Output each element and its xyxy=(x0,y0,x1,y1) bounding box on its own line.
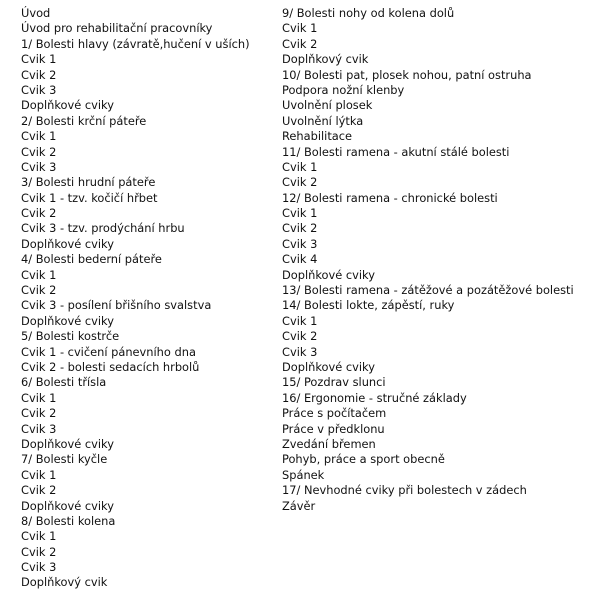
toc-entry[interactable]: 13/ Bolesti ramena - zátěžové a pozátěžové bolesti xyxy=(282,283,574,298)
toc-entry[interactable]: Práce s počítačem xyxy=(282,406,387,421)
toc-entry[interactable]: 10/ Bolesti pat, plosek nohou, patní ostruha xyxy=(282,67,532,82)
toc-entry[interactable]: Práce v předklonu xyxy=(282,421,385,436)
toc-entry[interactable]: Cvik 2 xyxy=(21,67,57,82)
toc-entry[interactable]: Cvik 2 xyxy=(21,144,57,159)
toc-entry[interactable]: 11/ Bolesti ramena - akutní stálé bolesti xyxy=(282,144,510,159)
toc-entry[interactable]: Cvik 2 xyxy=(282,36,318,51)
toc-entry[interactable]: Cvik 2 xyxy=(282,221,318,236)
toc-entry[interactable]: Cvik 1 xyxy=(21,267,57,282)
toc-entry[interactable]: 16/ Ergonomie - stručné základy xyxy=(282,390,467,405)
toc-entry[interactable]: Doplňkové cviky xyxy=(282,267,375,282)
toc-entry[interactable]: Cvik 2 xyxy=(21,483,57,498)
toc-entry[interactable]: Cvik 3 xyxy=(282,344,318,359)
toc-entry[interactable]: 12/ Bolesti ramena - chronické bolesti xyxy=(282,190,498,205)
toc-entry[interactable]: 8/ Bolesti kolena xyxy=(21,513,116,528)
toc-entry[interactable]: 14/ Bolesti lokte, zápěstí, ruky xyxy=(282,298,455,313)
toc-entry[interactable]: Úvod xyxy=(21,6,51,20)
toc-left-column xyxy=(21,6,283,591)
toc-entry[interactable]: Úvod pro rehabilitační pracovníky xyxy=(21,21,213,36)
toc-entry[interactable]: Doplňkové cviky xyxy=(21,236,114,251)
toc-entry[interactable]: Cvik 2 xyxy=(282,329,318,344)
toc-entry[interactable]: Cvik 2 xyxy=(282,175,318,190)
toc-entry[interactable]: 17/ Nevhodné cviky při bolestech v zádech xyxy=(282,483,527,498)
toc-entry[interactable]: Cvik 2 xyxy=(21,406,57,421)
toc-entry[interactable]: Cvik 2 xyxy=(21,544,57,559)
toc-entry[interactable]: Cvik 4 xyxy=(282,252,318,267)
toc-entry[interactable]: 4/ Bolesti bederní páteře xyxy=(21,252,162,267)
toc-entry[interactable]: Cvik 2 xyxy=(21,283,57,298)
toc-entry[interactable]: Cvik 2 xyxy=(21,206,57,221)
toc-entry[interactable]: Cvik 1 - cvičení pánevního dna xyxy=(21,344,196,359)
toc-entry[interactable]: Cvik 2 - bolesti sedacích hrbolů xyxy=(21,359,200,374)
toc-entry[interactable]: Cvik 1 xyxy=(282,206,318,221)
toc-entry[interactable]: 2/ Bolesti krční páteře xyxy=(21,113,147,128)
toc-entry[interactable]: Cvik 1 xyxy=(282,21,318,36)
toc-entry[interactable]: Cvik 1 - tzv. kočičí hřbet xyxy=(21,190,158,205)
toc-entry[interactable]: Cvik 1 xyxy=(21,390,57,405)
toc-entry[interactable]: Cvik 3 xyxy=(21,560,57,575)
toc-entry[interactable]: Spánek xyxy=(282,467,325,482)
toc-right-column xyxy=(282,6,594,514)
toc-entry[interactable]: 6/ Bolesti třísla xyxy=(21,375,107,390)
toc-entry[interactable]: Doplňkový cvik xyxy=(21,575,108,590)
toc-entry[interactable]: Cvik 3 - tzv. prodýchání hrbu xyxy=(21,221,185,236)
toc-entry[interactable]: Doplňkové cviky xyxy=(21,436,114,451)
toc-entry[interactable]: Pohyb, práce a sport obecně xyxy=(282,452,445,467)
toc-entry[interactable]: Uvolnění lýtka xyxy=(282,113,364,128)
toc-entry[interactable]: Cvik 1 xyxy=(21,52,57,67)
toc-entry[interactable]: Doplňkové cviky xyxy=(21,498,114,513)
toc-entry[interactable]: 1/ Bolesti hlavy (závratě,hučení v uších) xyxy=(21,36,250,51)
toc-entry[interactable]: Cvik 3 xyxy=(21,159,57,174)
toc-entry[interactable]: 5/ Bolesti kostrče xyxy=(21,329,120,344)
toc-entry[interactable]: Cvik 3 - posílení břišního svalstva xyxy=(21,298,212,313)
toc-entry[interactable]: Doplňkový cvik xyxy=(282,52,369,67)
toc-entry[interactable]: Rehabilitace xyxy=(282,129,353,144)
toc-entry[interactable]: 3/ Bolesti hrudní páteře xyxy=(21,175,156,190)
toc-entry[interactable]: Cvik 1 xyxy=(282,313,318,328)
toc-entry[interactable]: Cvik 3 xyxy=(21,82,57,97)
toc-entry[interactable]: 9/ Bolesti nohy od kolena dolů xyxy=(282,6,455,20)
toc-entry[interactable]: Doplňkové cviky xyxy=(21,313,114,328)
toc-entry[interactable]: Cvik 3 xyxy=(282,236,318,251)
toc-entry[interactable]: 15/ Pozdrav slunci xyxy=(282,375,386,390)
toc-entry[interactable]: Cvik 3 xyxy=(21,421,57,436)
toc-entry[interactable]: Podpora nožní klenby xyxy=(282,82,405,97)
toc-entry[interactable]: Zvedání břemen xyxy=(282,436,376,451)
toc-entry[interactable]: Doplňkové cviky xyxy=(21,98,114,113)
toc-entry[interactable]: Cvik 1 xyxy=(21,467,57,482)
toc-entry[interactable]: Cvik 1 xyxy=(21,529,57,544)
toc-entry[interactable]: 7/ Bolesti kyčle xyxy=(21,452,108,467)
toc-entry[interactable]: Závěr xyxy=(282,498,316,513)
toc-entry[interactable]: Cvik 1 xyxy=(282,159,318,174)
toc-entry[interactable]: Doplňkové cviky xyxy=(282,359,375,374)
toc-entry[interactable]: Cvik 1 xyxy=(21,129,57,144)
toc-entry[interactable]: Uvolnění plosek xyxy=(282,98,373,113)
